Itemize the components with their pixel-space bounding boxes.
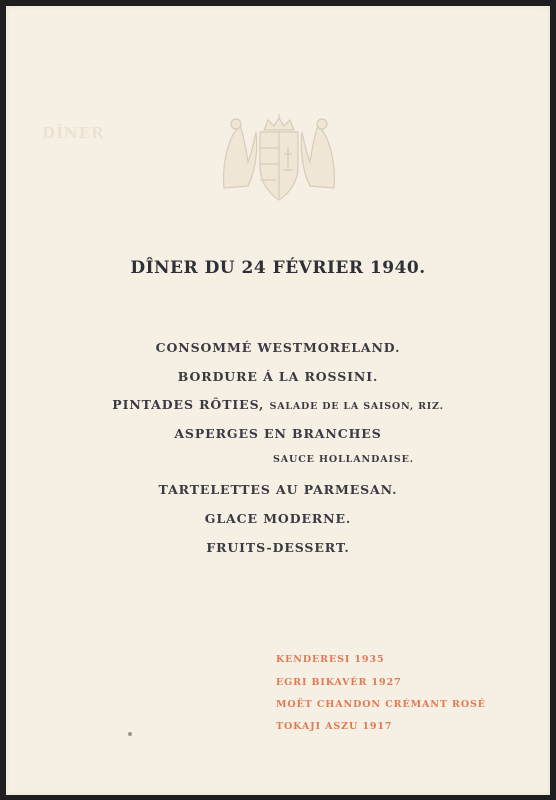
course-consomme: CONSOMMÉ WESTMORELAND. <box>155 340 401 355</box>
wine-item: MOËT CHANDON CRÉMANT ROSÉ <box>276 699 486 710</box>
course-pintades <box>0 397 556 412</box>
course-asperges: ASPERGES EN BRANCHES <box>174 426 382 441</box>
course-pintades-side: SALADE DE LA SAISON, RIZ. <box>269 401 444 412</box>
wine-item: KENDERESI 1935 <box>276 654 385 665</box>
menu-title: DÎNER DU 24 FÉVRIER 1940. <box>130 258 426 278</box>
course-pintades-main: PINTADES RÔTIES, <box>112 397 265 412</box>
course-tartelettes: TARTELETTES AU PARMESAN. <box>158 482 398 497</box>
course-bordure: BORDURE Á LA ROSSINI. <box>177 369 379 384</box>
paper-speck <box>128 732 132 736</box>
coat-of-arms-emblem <box>218 114 340 202</box>
wine-item: EGRI BIKAVÉR 1927 <box>276 677 402 688</box>
course-glace: GLACE MODERNE. <box>204 511 352 526</box>
wine-item: TOKAJI ASZU 1917 <box>276 721 393 732</box>
blind-stamp: DÎNER <box>42 124 105 142</box>
course-sauce: SAUCE HOLLANDAISE. <box>273 454 414 465</box>
course-fruits: FRUITS-DESSERT. <box>206 540 350 555</box>
